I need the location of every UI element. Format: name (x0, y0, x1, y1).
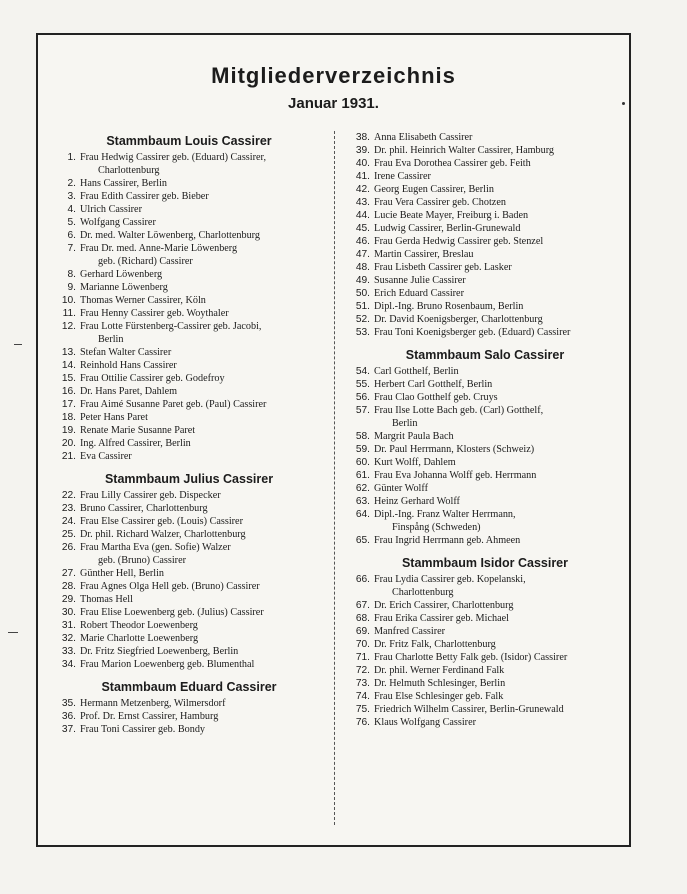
member-number: 73. (355, 678, 370, 689)
member-name: Frau Martha Eva (gen. Sofie) Walzer (80, 542, 231, 553)
member-name: Frau Lisbeth Cassirer geb. Lasker (374, 262, 512, 273)
member-name: Hans Cassirer, Berlin (80, 178, 168, 189)
member-number: 46. (355, 236, 370, 247)
member-entry (48, 710, 330, 723)
member-name: Stefan Walter Cassirer (80, 347, 172, 358)
member-number: 6. (67, 230, 76, 241)
member-number: 30. (61, 607, 76, 618)
member-entry (48, 723, 330, 736)
member-number: 17. (61, 399, 76, 410)
member-entry (48, 541, 330, 554)
member-number: 74. (355, 691, 370, 702)
member-entry (342, 716, 628, 729)
member-name: Frau Eva Dorothea Cassirer geb. Feith (374, 158, 531, 169)
member-entry (342, 703, 628, 716)
member-entry (48, 658, 330, 671)
member-number: 71. (355, 652, 370, 663)
member-number: 54. (355, 366, 370, 377)
member-name: Martin Cassirer, Breslau (374, 249, 474, 260)
member-name: Robert Theodor Loewenberg (80, 620, 198, 631)
member-entry (48, 632, 330, 645)
member-entry (342, 274, 628, 287)
member-entry (342, 261, 628, 274)
member-entry (342, 131, 628, 144)
member-location: Charlottenburg (392, 587, 454, 598)
member-name: Dr. Fritz Falk, Charlottenburg (374, 639, 496, 650)
member-entry (48, 203, 330, 216)
member-number: 27. (61, 568, 76, 579)
member-entry (48, 216, 330, 229)
section-heading: Stammbaum Isidor Cassirer (401, 556, 569, 570)
member-entry (342, 456, 628, 469)
member-number: 12. (61, 321, 76, 332)
member-location: geb. (Richard) Cassirer (98, 256, 193, 267)
member-name: Frau Agnes Olga Hell geb. (Bruno) Cassirer (80, 581, 260, 592)
member-name: Frau Erika Cassirer geb. Michael (374, 613, 509, 624)
member-name: Margrit Paula Bach (374, 431, 454, 442)
member-entry (342, 690, 628, 703)
section-heading: Stammbaum Julius Cassirer (104, 472, 274, 486)
member-entry (48, 346, 330, 359)
member-name: Frau Eva Johanna Wolff geb. Herrmann (374, 470, 537, 481)
member-entry (48, 450, 330, 463)
member-entry (342, 430, 628, 443)
member-entry (342, 651, 628, 664)
member-entry (342, 157, 628, 170)
margin-mark (8, 632, 18, 633)
member-number: 60. (355, 457, 370, 468)
member-entry (48, 190, 330, 203)
member-number: 4. (67, 204, 76, 215)
member-location: Charlottenburg (98, 165, 160, 176)
member-entry (48, 645, 330, 658)
member-name: Carl Gotthelf, Berlin (374, 366, 459, 377)
member-number: 22. (61, 490, 76, 501)
member-entry (48, 229, 330, 242)
member-name: Manfred Cassirer (374, 626, 446, 637)
member-number: 37. (61, 724, 76, 735)
member-entry (342, 404, 628, 417)
member-entry (48, 580, 330, 593)
member-number: 15. (61, 373, 76, 384)
member-number: 21. (61, 451, 76, 462)
member-entry (342, 664, 628, 677)
member-number: 65. (355, 535, 370, 546)
member-number: 63. (355, 496, 370, 507)
member-entry (48, 372, 330, 385)
member-name: Frau Dr. med. Anne-Marie Löwenberg (80, 243, 238, 254)
member-number: 61. (355, 470, 370, 481)
member-entry (48, 151, 330, 164)
member-name: Georg Eugen Cassirer, Berlin (374, 184, 494, 195)
member-entry (48, 385, 330, 398)
member-name: Dr. David Koenigsberger, Charlottenburg (374, 314, 543, 325)
member-entry (342, 170, 628, 183)
member-entry (342, 625, 628, 638)
member-entry (342, 469, 628, 482)
member-entry (48, 619, 330, 632)
section-heading: Stammbaum Salo Cassirer (405, 348, 565, 362)
member-name: Frau Clao Gotthelf geb. Cruys (374, 392, 498, 403)
document-page (36, 33, 631, 847)
member-number: 18. (61, 412, 76, 423)
member-number: 56. (355, 392, 370, 403)
member-number: 42. (355, 184, 370, 195)
member-entry (342, 326, 628, 339)
member-entry (48, 606, 330, 619)
member-number: 64. (355, 509, 370, 520)
speck-mark (622, 102, 625, 105)
member-number: 34. (61, 659, 76, 670)
member-entry (48, 502, 330, 515)
member-entry (342, 391, 628, 404)
member-name: Erich Eduard Cassirer (374, 288, 464, 299)
member-name: Frau Hedwig Cassirer geb. (Eduard) Cassirer, (80, 152, 267, 163)
member-number: 70. (355, 639, 370, 650)
member-name: Hermann Metzenberg, Wilmersdorf (80, 698, 226, 709)
member-name: Lucie Beate Mayer, Freiburg i. Baden (374, 210, 529, 221)
document-title: Mitgliederverzeichnis (211, 63, 456, 88)
member-name: Frau Edith Cassirer geb. Bieber (80, 191, 209, 202)
member-entry (342, 183, 628, 196)
member-entry (342, 196, 628, 209)
member-name: Marianne Löwenberg (80, 282, 168, 293)
member-number: 33. (61, 646, 76, 657)
member-number: 57. (355, 405, 370, 416)
member-number: 36. (61, 711, 76, 722)
member-name: Frau Ingrid Herrmann geb. Ahmeen (374, 535, 521, 546)
member-number: 10. (61, 295, 76, 306)
member-location: Berlin (98, 334, 124, 345)
member-number: 14. (61, 360, 76, 371)
member-entry (48, 515, 330, 528)
member-location: geb. (Bruno) Cassirer (98, 555, 186, 566)
member-name: Eva Cassirer (80, 451, 132, 462)
member-number: 26. (61, 542, 76, 553)
member-number: 45. (355, 223, 370, 234)
member-name: Frau Marion Loewenberg geb. Blumenthal (80, 659, 255, 670)
member-number: 29. (61, 594, 76, 605)
member-entry (48, 567, 330, 580)
member-number: 2. (67, 178, 76, 189)
member-number: 67. (355, 600, 370, 611)
member-name: Ludwig Cassirer, Berlin-Grunewald (374, 223, 521, 234)
member-entry (48, 411, 330, 424)
member-entry (48, 294, 330, 307)
member-name: Dr. Erich Cassirer, Charlottenburg (374, 600, 514, 611)
member-number: 68. (355, 613, 370, 624)
member-name: Frau Toni Koenigsberger geb. (Eduard) Cassirer (374, 327, 571, 338)
member-number: 51. (355, 301, 370, 312)
member-number: 28. (61, 581, 76, 592)
member-entry (342, 287, 628, 300)
member-entry (48, 242, 330, 255)
member-name: Wolfgang Cassirer (80, 217, 156, 228)
member-entry (342, 573, 628, 586)
member-entry (342, 313, 628, 326)
member-name: Klaus Wolfgang Cassirer (374, 717, 476, 728)
member-entry (342, 144, 628, 157)
member-entry (48, 489, 330, 502)
member-name: Peter Hans Paret (80, 412, 148, 423)
member-name: Frau Lotte Fürstenberg-Cassirer geb. Jacobi, (80, 321, 262, 332)
member-number: 3. (67, 191, 76, 202)
member-name: Frau Lydia Cassirer geb. Kopelanski, (374, 574, 526, 585)
member-number: 52. (355, 314, 370, 325)
member-entry (342, 443, 628, 456)
member-name: Renate Marie Susanne Paret (80, 425, 196, 436)
member-number: 44. (355, 210, 370, 221)
member-name: Dr. med. Walter Löwenberg, Charlottenburg (80, 230, 260, 241)
member-name: Frau Gerda Hedwig Cassirer geb. Stenzel (374, 236, 544, 247)
member-number: 13. (61, 347, 76, 358)
member-name: Dr. phil. Werner Ferdinand Falk (374, 665, 505, 676)
column-divider (334, 131, 335, 825)
member-name: Dr. Helmuth Schlesinger, Berlin (374, 678, 506, 689)
member-number: 8. (67, 269, 76, 280)
member-entry (342, 300, 628, 313)
member-name: Frau Henny Cassirer geb. Woythaler (80, 308, 229, 319)
member-entry (342, 495, 628, 508)
member-name: Frau Elise Loewenberg geb. (Julius) Cassirer (80, 607, 264, 618)
member-name: Ing. Alfred Cassirer, Berlin (80, 438, 191, 449)
member-number: 7. (67, 243, 76, 254)
member-entry (48, 359, 330, 372)
member-name: Prof. Dr. Ernst Cassirer, Hamburg (80, 711, 219, 722)
member-entry (342, 508, 628, 521)
member-entry (342, 222, 628, 235)
member-entry (342, 482, 628, 495)
member-number: 76. (355, 717, 370, 728)
member-name: Dr. Paul Herrmann, Klosters (Schweiz) (374, 444, 535, 455)
member-name: Herbert Carl Gotthelf, Berlin (374, 379, 493, 390)
member-entry (342, 599, 628, 612)
member-entry (48, 697, 330, 710)
member-number: 32. (61, 633, 76, 644)
member-name: Dipl.-Ing. Franz Walter Herrmann, (374, 509, 516, 520)
member-entry (342, 365, 628, 378)
member-name: Reinhold Hans Cassirer (80, 360, 177, 371)
member-entry (48, 320, 330, 333)
member-name: Frau Aimé Susanne Paret geb. (Paul) Cassirer (80, 399, 267, 410)
member-entry (342, 534, 628, 547)
member-name: Frau Else Cassirer geb. (Louis) Cassirer (80, 516, 243, 527)
member-name: Dr. Fritz Siegfried Loewenberg, Berlin (80, 646, 239, 657)
member-entry (342, 612, 628, 625)
member-name: Gerhard Löwenberg (80, 269, 163, 280)
member-entry (48, 307, 330, 320)
member-entry (48, 424, 330, 437)
member-name: Frau Ottilie Cassirer geb. Godefroy (80, 373, 225, 384)
member-name: Bruno Cassirer, Charlottenburg (80, 503, 208, 514)
member-entry (48, 398, 330, 411)
member-number: 24. (61, 516, 76, 527)
member-number: 39. (355, 145, 370, 156)
member-entry (48, 268, 330, 281)
member-number: 59. (355, 444, 370, 455)
member-number: 50. (355, 288, 370, 299)
member-number: 20. (61, 438, 76, 449)
member-entry (48, 593, 330, 606)
member-entry (342, 235, 628, 248)
member-number: 75. (355, 704, 370, 715)
member-number: 55. (355, 379, 370, 390)
member-number: 69. (355, 626, 370, 637)
member-entry (342, 638, 628, 651)
member-number: 43. (355, 197, 370, 208)
member-number: 66. (355, 574, 370, 585)
member-entry (48, 528, 330, 541)
member-number: 38. (355, 132, 370, 143)
member-number: 58. (355, 431, 370, 442)
member-name: Marie Charlotte Loewenberg (80, 633, 199, 644)
right-column (342, 131, 628, 729)
section-heading: Stammbaum Eduard Cassirer (101, 680, 277, 694)
member-name: Frau Toni Cassirer geb. Bondy (80, 724, 206, 735)
member-entry (48, 281, 330, 294)
member-entry (342, 378, 628, 391)
member-entry (48, 437, 330, 450)
member-number: 9. (67, 282, 76, 293)
member-name: Ulrich Cassirer (80, 204, 142, 215)
member-number: 23. (61, 503, 76, 514)
member-name: Dr. phil. Richard Walzer, Charlottenburg (80, 529, 246, 540)
member-name: Frau Charlotte Betty Falk geb. (Isidor) Cassirer (374, 652, 568, 663)
member-number: 49. (355, 275, 370, 286)
member-number: 16. (61, 386, 76, 397)
member-name: Anna Elisabeth Cassirer (374, 132, 473, 143)
member-number: 35. (61, 698, 76, 709)
member-name: Dipl.-Ing. Bruno Rosenbaum, Berlin (374, 301, 524, 312)
document-date: Januar 1931. (288, 95, 379, 112)
member-entry (342, 677, 628, 690)
member-number: 11. (62, 308, 76, 319)
member-name: Frau Ilse Lotte Bach geb. (Carl) Gotthelf, (374, 405, 544, 416)
member-entry (48, 177, 330, 190)
member-name: Thomas Werner Cassirer, Köln (80, 295, 206, 306)
left-column (48, 131, 330, 736)
member-name: Frau Else Schlesinger geb. Falk (374, 691, 504, 702)
section-heading: Stammbaum Louis Cassirer (106, 134, 272, 148)
member-entry (342, 209, 628, 222)
member-name: Günter Wolff (374, 483, 428, 494)
member-name: Irene Cassirer (374, 171, 431, 182)
member-name: Frau Lilly Cassirer geb. Dispecker (80, 490, 221, 501)
member-number: 53. (355, 327, 370, 338)
member-name: Günther Hell, Berlin (80, 568, 165, 579)
member-number: 1. (67, 152, 76, 163)
member-number: 40. (355, 158, 370, 169)
member-name: Heinz Gerhard Wolff (374, 496, 460, 507)
member-number: 62. (355, 483, 370, 494)
member-number: 5. (67, 217, 76, 228)
member-name: Dr. phil. Heinrich Walter Cassirer, Hamburg (374, 145, 555, 156)
member-number: 47. (355, 249, 370, 260)
member-name: Kurt Wolff, Dahlem (374, 457, 456, 468)
member-number: 31. (61, 620, 76, 631)
member-number: 19. (61, 425, 76, 436)
member-name: Dr. Hans Paret, Dahlem (80, 386, 178, 397)
member-name: Susanne Julie Cassirer (374, 275, 466, 286)
member-name: Friedrich Wilhelm Cassirer, Berlin-Grunewald (374, 704, 564, 715)
member-location: Berlin (392, 418, 418, 429)
member-location: Finspång (Schweden) (392, 522, 481, 533)
member-number: 48. (355, 262, 370, 273)
member-entry (342, 248, 628, 261)
margin-mark (14, 344, 22, 345)
member-number: 41. (355, 171, 370, 182)
member-number: 25. (61, 529, 76, 540)
member-number: 72. (355, 665, 370, 676)
member-name: Frau Vera Cassirer geb. Chotzen (374, 197, 506, 208)
member-name: Thomas Hell (80, 594, 133, 605)
